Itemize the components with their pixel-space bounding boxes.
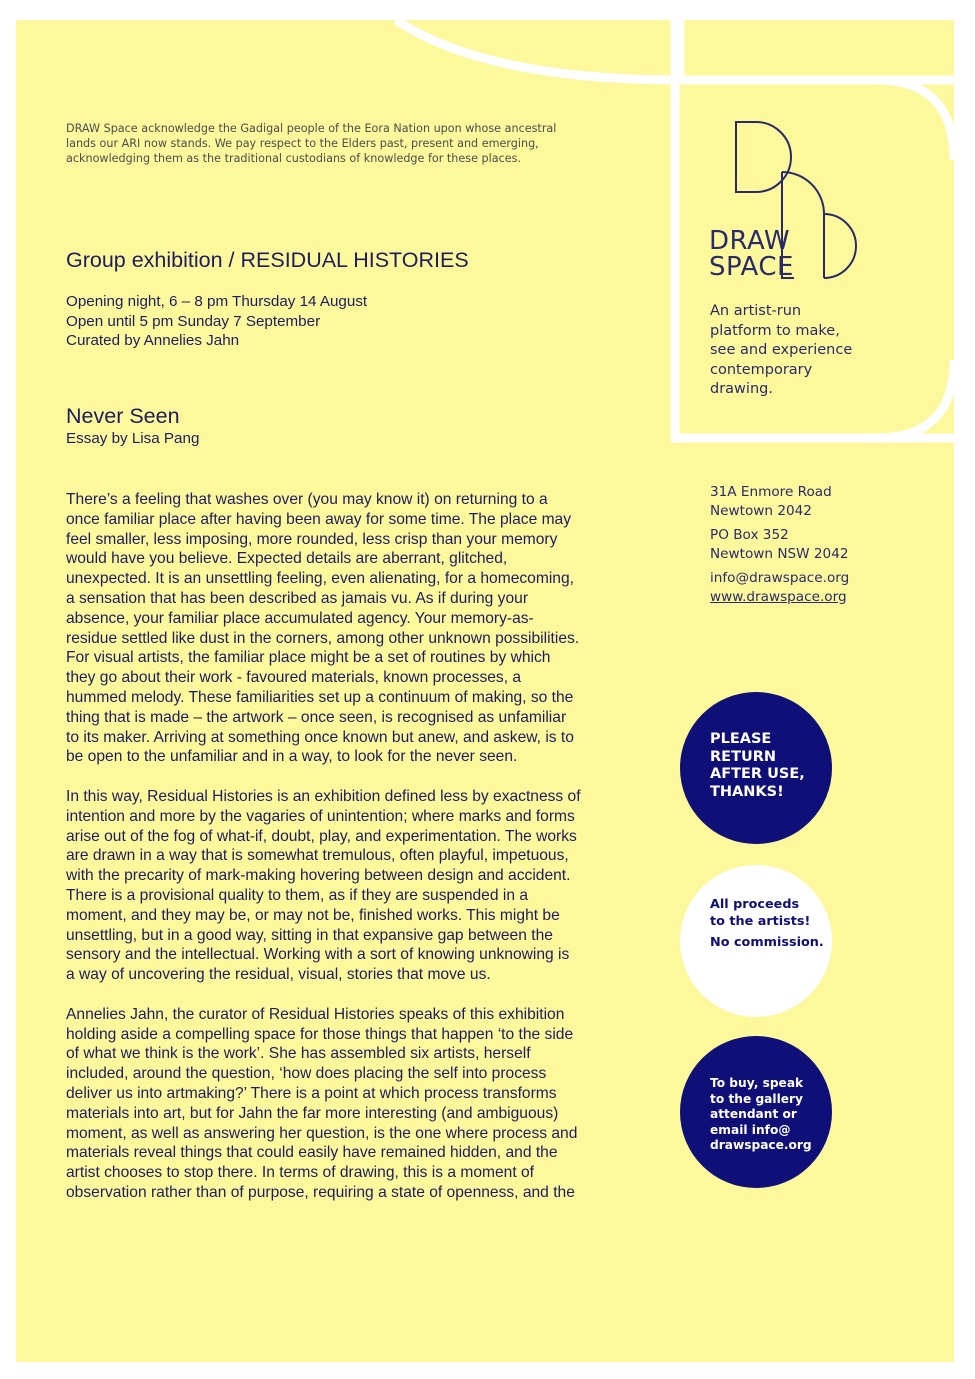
- land-acknowledgement: [66, 121, 636, 166]
- acknowledgement-line: lands our ARI now stands. We pay respect to the Elders past, present and emerging,: [66, 137, 539, 150]
- logo-word-draw: DRAW: [709, 226, 791, 256]
- tagline-line: drawing.: [710, 381, 773, 397]
- paragraph-3: [66, 1005, 646, 1203]
- text-line: For visual artists, the familiar place might be a set of routines by which: [66, 649, 551, 667]
- text-line: absence, your familiar place accumulated agency. Your memory-as-: [66, 609, 534, 627]
- text-line: moment, and they may be, or may not be, finished works. This might be: [66, 906, 560, 924]
- badge-line: RETURN: [710, 748, 777, 765]
- closing-date: Open until 5 pm Sunday 7 September: [66, 312, 321, 330]
- text-line: would have you believe. Expected details are aberrant, glitched,: [66, 550, 508, 568]
- paragraph-2: [66, 787, 646, 985]
- badge-line: No commission.: [710, 935, 824, 950]
- text-line: Annelies Jahn, the curator of Residual Histories speaks of this exhibition: [66, 1005, 565, 1023]
- text-line: In this way, Residual Histories is an exhibition defined less by exactness of: [66, 787, 581, 805]
- po-suburb: Newtown NSW 2042: [710, 545, 849, 562]
- essay-header: [66, 403, 199, 448]
- text-line: materials into art, but for Jahn the far more interesting (and ambiguous): [66, 1104, 559, 1122]
- badge-line: email info@: [710, 1122, 791, 1137]
- exhibition-details: [66, 292, 367, 351]
- badge-line: attendant or: [710, 1107, 797, 1121]
- contact-details: [710, 483, 849, 606]
- text-line: are drawn in a way that is somewhat tremulous, often playful, impetuous,: [66, 847, 569, 865]
- tagline-line: see and experience: [710, 342, 853, 358]
- text-line: residue settled like dust in the corners, among other unknown possibilities.: [66, 629, 580, 647]
- street-address: 31A Enmore Road: [710, 484, 832, 500]
- logo-word-space: SPACE: [709, 252, 794, 282]
- flyer-page: [16, 20, 954, 1362]
- text-line: included, around the question, ‘how does placing the self into process: [66, 1065, 547, 1083]
- acknowledgement-line: DRAW Space acknowledge the Gadigal people of the Eora Nation upon whose ancestral: [66, 122, 557, 135]
- tagline-line: platform to make,: [710, 322, 840, 339]
- text-line: artist chooses to stop there. In terms of drawing, this is a moment of: [66, 1164, 535, 1182]
- text-line: with the precarity of mark-making hovering between design and accident.: [66, 867, 571, 885]
- essay-title: Never Seen: [66, 404, 180, 428]
- opening-night: Opening night, 6 – 8 pm Thursday 14 August: [66, 293, 368, 310]
- text-line: a way of uncovering the residual, visual, stories that move us.: [66, 966, 491, 984]
- text-line: they go about their work - favoured materials, known processes, a: [66, 669, 522, 687]
- tagline-line: An artist-run: [710, 303, 802, 319]
- purchase-info-badge: [680, 1036, 832, 1188]
- essay-byline: Essay by Lisa Pang: [66, 430, 200, 447]
- badge-line: drawspace.org: [710, 1138, 812, 1152]
- tagline: [710, 302, 852, 400]
- text-line: to its maker. Arriving at something once known but anew, and askew, is to: [66, 728, 574, 746]
- text-line: thing that is made – the artwork – once seen, is recognised as unfamiliar: [66, 708, 567, 726]
- badge-line: All proceeds: [710, 897, 800, 912]
- text-line: deliver us into artmaking?’ There is a point at which process transforms: [66, 1084, 557, 1102]
- text-line: hummed melody. These familiarities set up a continuum of making, so the: [66, 688, 574, 706]
- badge-line: THANKS!: [710, 783, 784, 800]
- email-link[interactable]: info@drawspace.org: [710, 570, 850, 586]
- badge-line: PLEASE: [710, 731, 772, 747]
- text-line: materials reveal things that could easily have remained hidden, and the: [66, 1144, 558, 1162]
- text-line: holding aside a compelling space for those things that happen ‘to the side: [66, 1025, 574, 1043]
- return-notice-badge: [680, 692, 832, 844]
- logo-wordmark: [709, 228, 794, 280]
- text-line: sensory and the intellectual. Working with a sort of knowing unknowing is: [66, 946, 570, 964]
- text-line: feel smaller, less imposing, more rounded, less crisp than your memory: [66, 530, 558, 548]
- paragraph-1: [66, 490, 646, 767]
- curator-credit: Curated by Annelies Jahn: [66, 332, 240, 349]
- text-line: be open to the unfamiliar and in a way, to look for the never seen.: [66, 748, 518, 766]
- po-box: PO Box 352: [710, 527, 789, 543]
- text-line: of what we think is the work’. She has assembled six artists, herself: [66, 1045, 531, 1063]
- badge-line: to the gallery: [710, 1091, 803, 1106]
- badge-line: AFTER USE,: [710, 766, 805, 782]
- badge-line: To buy, speak: [710, 1076, 804, 1090]
- text-line: observation rather than of purpose, requiring a state of openness, and the: [66, 1183, 575, 1201]
- essay-body: [66, 490, 646, 1222]
- text-line: intention and more by the vagaries of unintention; where marks and forms: [66, 807, 575, 825]
- suburb: Newtown 2042: [710, 502, 812, 519]
- text-line: once familiar place after having been away for some time. The place may: [66, 510, 572, 528]
- text-line: There is a provisional quality to them, as if they are suspended in a: [66, 886, 529, 904]
- text-line: a sensation that has been described as jamais vu. As if during your: [66, 589, 529, 607]
- proceeds-badge: [680, 865, 832, 1017]
- website-link[interactable]: www.drawspace.org: [710, 588, 847, 605]
- text-line: unsettling, but in a good way, sitting in that expansive gap between the: [66, 926, 553, 944]
- badge-line: to the artists!: [710, 913, 811, 929]
- tagline-line: contemporary: [710, 361, 813, 378]
- exhibition-title: Group exhibition / RESIDUAL HISTORIES: [66, 248, 469, 272]
- text-line: There’s a feeling that washes over (you may know it) on returning to a: [66, 491, 548, 508]
- text-line: arise out of the fog of what-if, doubt, play, and experimentation. The works: [66, 827, 577, 845]
- acknowledgement-line: acknowledging them as the traditional custodians of knowledge for these places.: [66, 152, 522, 165]
- text-line: moment, as well as answering her question, is the one where process and: [66, 1124, 578, 1142]
- text-line: unexpected. It is an unsettling feeling, even alienating, for a homecoming,: [66, 570, 574, 588]
